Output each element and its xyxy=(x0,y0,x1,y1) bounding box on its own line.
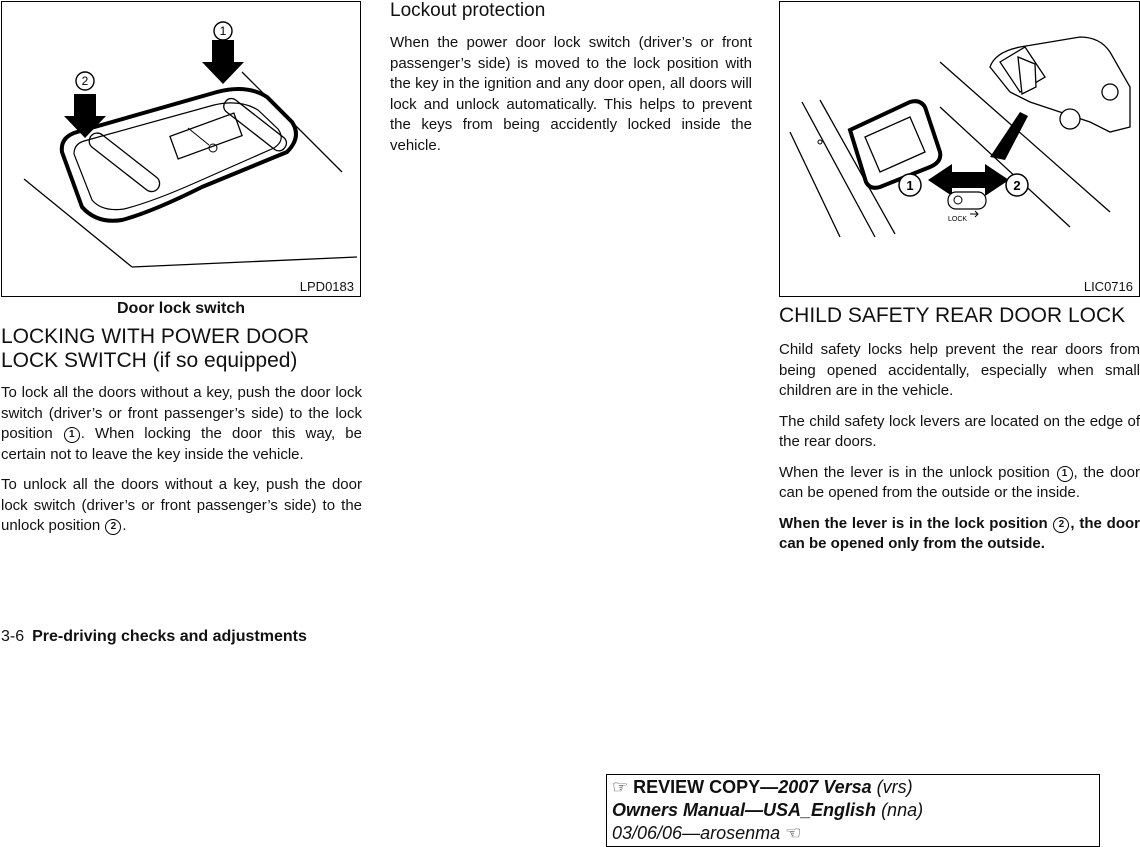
arrow-1-icon xyxy=(202,40,244,84)
lockout-protection-paragraph: When the power door lock switch (driver’s or front passenger’s side) is moved to the lock position with the key in the ignition and any door open, all doors will lock and unlock automatically. This helps to prevent the keys from being accidently locked inside the vehicle. xyxy=(390,34,752,154)
pointing-hand-icon: ☞ xyxy=(612,777,629,797)
page-number: 3-6 xyxy=(1,628,25,645)
callout-2-inline: 2 xyxy=(1053,517,1069,533)
left-column-text xyxy=(1,325,362,547)
child-safety-paragraph-1: Child safety locks help prevent the rear doors from being opened accidentally, especially when small children are in the vehicle. xyxy=(779,341,1140,399)
callout-2: 2 xyxy=(1013,178,1021,193)
callout-1-inline: 1 xyxy=(64,427,80,443)
figure-caption: Door lock switch xyxy=(116,300,246,317)
child-safety-paragraph-4: When the lever is in the lock position 2 , the door can be opened only from the outside. xyxy=(779,514,1140,552)
callout-1: 1 xyxy=(219,24,227,38)
door-lock-switch-figure xyxy=(1,1,361,297)
review-line-3: 03/06/06—arosenma ☜ xyxy=(612,823,802,843)
page-footer xyxy=(1,628,307,646)
door-lock-switch-illustration xyxy=(2,2,359,295)
figure-code: LPD0183 xyxy=(299,279,354,294)
lockout-protection-heading: Lockout protection xyxy=(390,0,546,21)
middle-column-text xyxy=(390,0,752,166)
unlock-paragraph: To unlock all the doors without a key, push the door lock switch (driver’s or front passenger’s side) to the unlock position 2 . xyxy=(1,476,362,534)
section-heading: LOCKING WITH POWER DOOR LOCK SWITCH (if so equipped) xyxy=(1,325,310,372)
child-safety-lock-figure xyxy=(779,1,1140,297)
right-column-text xyxy=(779,304,1140,565)
pointer-arrow-icon xyxy=(990,112,1028,160)
child-safety-heading: CHILD SAFETY REAR DOOR LOCK xyxy=(779,304,1126,327)
section-title: Pre-driving checks and adjustments xyxy=(32,628,307,645)
review-line-2: Owners Manual—USA_English (nna) xyxy=(612,800,924,820)
figure-code: LIC0716 xyxy=(1083,279,1133,294)
double-arrow-icon xyxy=(928,164,1009,196)
child-safety-paragraph-2: The child safety lock levers are located on the edge of the rear doors. xyxy=(779,412,1140,450)
child-safety-paragraph-3: When the lever is in the unlock position 1 , the door can be opened from the outside or the inside. xyxy=(779,463,1140,501)
lock-paragraph: To lock all the doors without a key, push the door lock switch (driver’s or front passenger’s side) to the lock position 1 . When locking the door this way, be certain not to leave the key inside the vehicle. xyxy=(1,384,362,463)
review-line-1: ☞ REVIEW COPY—2007 Versa (vrs) xyxy=(612,777,913,797)
child-safety-lock-illustration xyxy=(780,2,1138,295)
lock-label: LOCK xyxy=(948,216,968,223)
callout-1: 1 xyxy=(906,178,914,193)
review-copy-box xyxy=(606,774,1100,847)
callout-2: 2 xyxy=(81,74,89,88)
callout-2-inline: 2 xyxy=(105,519,121,535)
callout-1-inline: 1 xyxy=(1057,466,1073,482)
pointing-hand-left-icon: ☜ xyxy=(785,823,802,843)
